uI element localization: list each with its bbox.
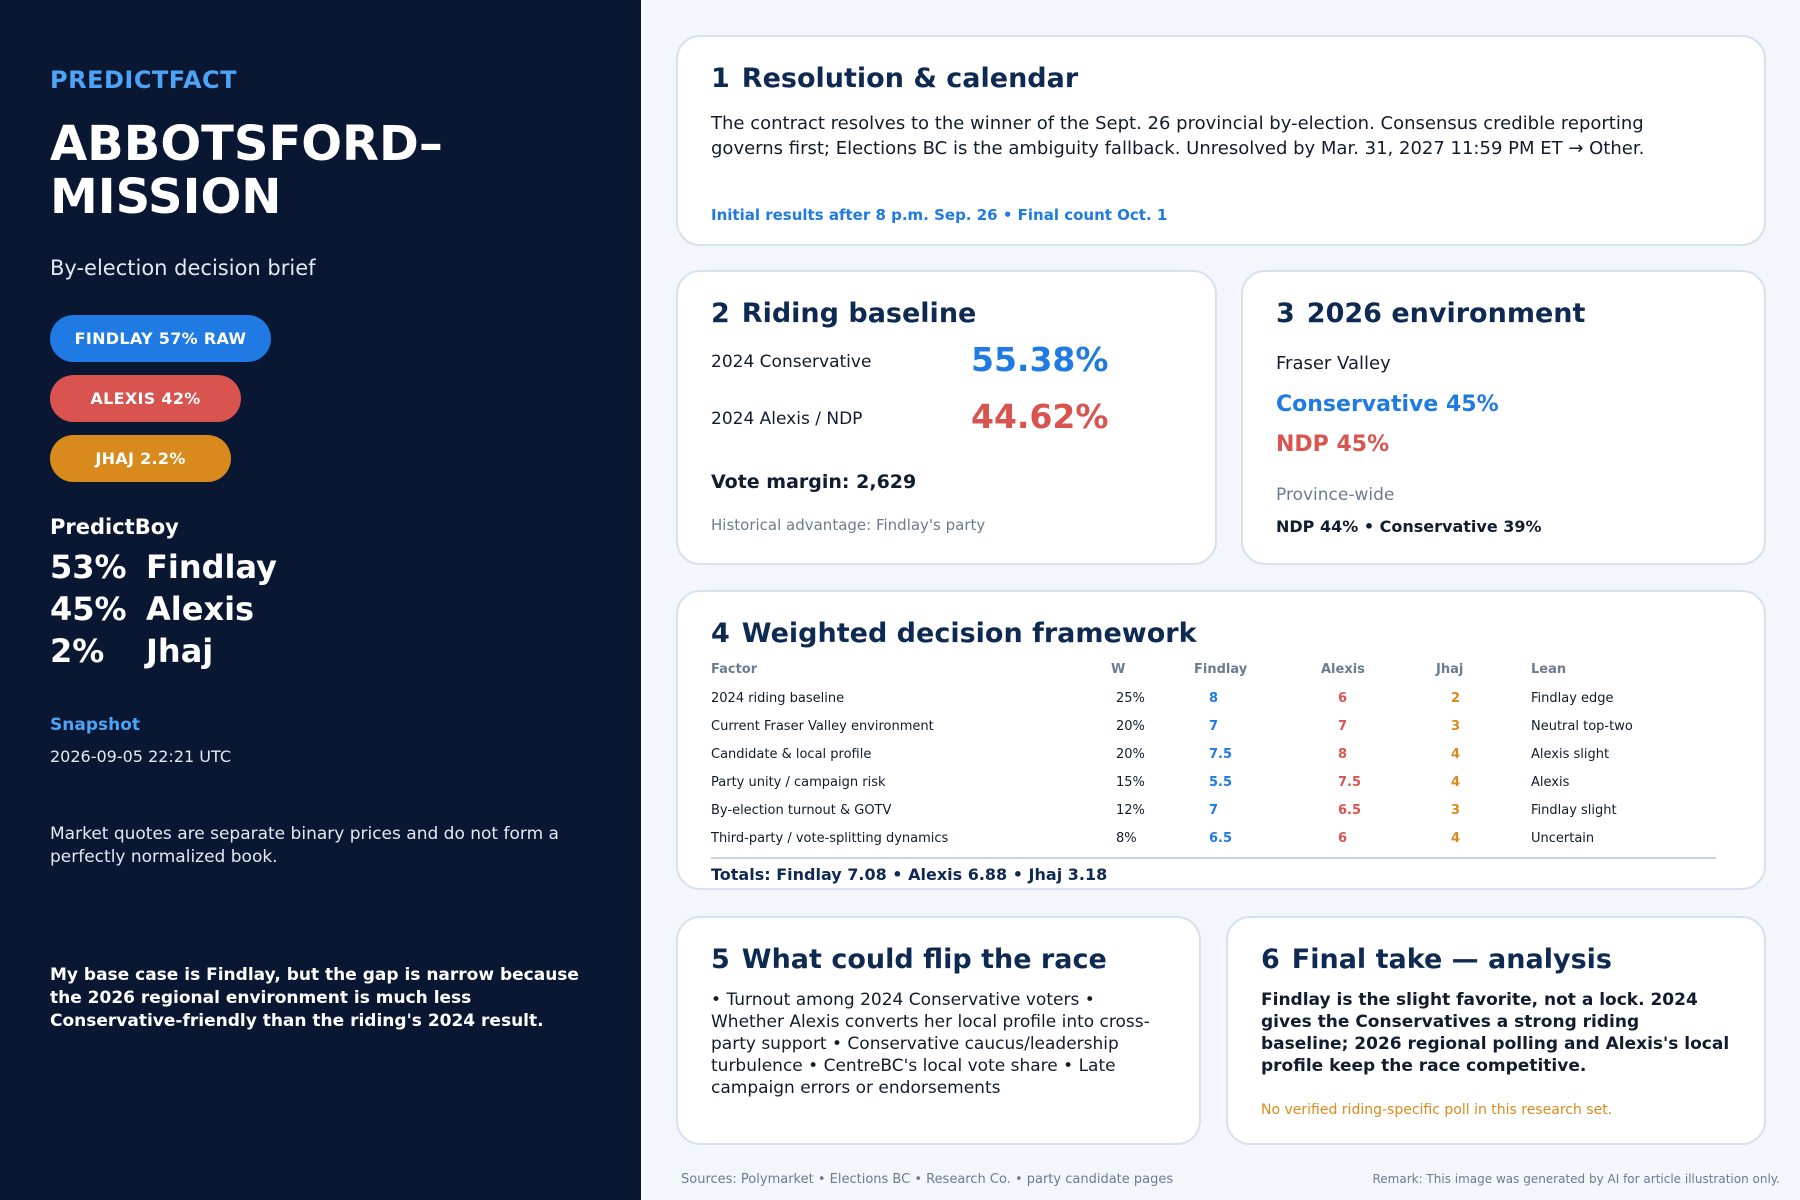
flip-factors-card [676,916,1201,1145]
framework-totals: Totals: Findlay 7.08 • Alexis 6.88 • Jhaj 3.18 [711,865,1108,884]
riding-baseline-card [676,270,1217,565]
alexis-score: 6 [1338,691,1348,706]
card-heading: Riding baseline [741,298,977,329]
weight-cell: 20% [1116,747,1145,762]
predictboy-pct: 2% [50,632,105,670]
factor-cell: Third-party / vote-splitting dynamics [711,831,949,846]
market-note: Market quotes are separate binary prices and do not form a perfectly normalized book. [50,824,559,867]
weight-cell: 15% [1116,775,1145,790]
alexis-score: 7.5 [1338,775,1362,790]
header-factor: Factor [711,662,758,677]
sources-footer: Sources: Polymarket • Elections BC • Research Co. • party candidate pages [681,1172,1174,1187]
table-divider [711,857,1716,859]
predictboy-pct: 45% [50,590,127,628]
alexis-score: 6 [1338,831,1348,846]
card-heading: What could flip the race [741,944,1107,975]
predictboy-pct: 53% [50,548,127,586]
resolution-text: The contract resolves to the winner of the Sept. 26 provincial by-election. Consensus credible reporting governs first; Elections BC is the ambiguity fallback. Unresolved by Mar. 31, 2027 11:59 PM ET → Other. [711,113,1645,159]
ndp-2024-label: 2024 Alexis / NDP [711,409,863,429]
predictboy-candidate: Alexis [146,590,255,628]
jhaj-score: 4 [1451,747,1461,762]
ndp-regional-share: NDP 45% [1276,432,1390,457]
vote-margin: Vote margin: 2,629 [711,471,917,493]
findlay-score: 8 [1209,691,1219,706]
conservative-2024-value: 55.38% [971,340,1109,379]
weight-cell: 20% [1116,719,1145,734]
ai-remark-footer: Remark: This image was generated by AI for article illustration only. [1372,1172,1780,1186]
card-title [711,298,976,329]
final-take-text: Findlay is the slight favorite, not a lock. 2024 gives the Conservatives a strong riding baseline; 2026 regional polling and Alexis's local profile keep the race competitive. [1261,990,1730,1076]
province-wide-label: Province-wide [1276,485,1395,505]
card-number: 6 [1261,944,1280,975]
card-number: 3 [1276,298,1295,329]
factor-cell: Party unity / campaign risk [711,775,886,790]
jhaj-score: 4 [1451,831,1461,846]
sidebar [0,0,641,1200]
predictboy-row-findlay [50,548,277,590]
decision-framework-card [676,590,1766,890]
brand-name: PREDICTFACT [50,66,237,94]
card-title [711,63,1078,94]
conservative-2024-label: 2024 Conservative [711,352,872,372]
final-take-card [1226,916,1766,1145]
weight-cell: 8% [1116,831,1137,846]
lean-cell: Neutral top-two [1531,719,1633,734]
factor-cell: Current Fraser Valley environment [711,719,934,734]
jhaj-market-pill: JHAJ 2.2% [50,435,231,482]
findlay-score: 7 [1209,803,1219,818]
alexis-score: 8 [1338,747,1348,762]
header-lean: Lean [1531,662,1567,677]
environment-2026-card [1241,270,1766,565]
weight-cell: 25% [1116,691,1145,706]
header-alexis: Alexis [1321,662,1365,677]
alexis-score: 7 [1338,719,1348,734]
card-number: 5 [711,944,730,975]
lean-cell: Findlay slight [1531,803,1617,818]
predictboy-label: PredictBoy [50,515,179,539]
findlay-score: 7.5 [1209,747,1233,762]
conservative-regional-share: Conservative 45% [1276,392,1499,417]
poll-caveat-note: No verified riding-specific poll in this research set. [1261,1102,1613,1118]
lean-cell: Alexis slight [1531,747,1610,762]
lean-cell: Findlay edge [1531,691,1614,706]
card-heading: 2026 environment [1306,298,1586,329]
calendar-note: Initial results after 8 p.m. Sep. 26 • Final count Oct. 1 [711,206,1168,224]
jhaj-score: 3 [1451,803,1461,818]
ndp-2024-value: 44.62% [971,397,1109,436]
factor-cell: Candidate & local profile [711,747,872,762]
card-number: 1 [711,63,730,94]
findlay-score: 7 [1209,719,1219,734]
predictboy-candidate: Findlay [146,548,277,586]
jhaj-score: 3 [1451,719,1461,734]
flip-factors-text: • Turnout among 2024 Conservative voters • Whether Alexis converts her local profile into cross-party support • Conservative caucus/leadership turbulence • CentreBC's local vote share • Late campaign errors or endorsements [711,990,1150,1098]
factor-cell: 2024 riding baseline [711,691,845,706]
findlay-score: 6.5 [1209,831,1233,846]
jhaj-score: 4 [1451,775,1461,790]
resolution-calendar-card [676,35,1766,246]
snapshot-label: Snapshot [50,715,141,735]
card-title [1261,944,1612,975]
lean-cell: Alexis [1531,775,1570,790]
weight-cell: 12% [1116,803,1145,818]
card-number: 2 [711,298,730,329]
header-findlay: Findlay [1194,662,1248,677]
card-heading: Weighted decision framework [741,618,1197,649]
card-heading: Final take — analysis [1291,944,1612,975]
card-number: 4 [711,618,730,649]
historical-advantage: Historical advantage: Findlay's party [711,516,986,534]
alexis-market-pill: ALEXIS 42% [50,375,241,422]
findlay-market-pill: FINDLAY 57% RAW [50,315,271,362]
jhaj-score: 2 [1451,691,1461,706]
brief-subtitle: By-election decision brief [50,256,316,280]
factor-cell: By-election turnout & GOTV [711,803,892,818]
predictboy-candidate: Jhaj [146,632,214,670]
region-label: Fraser Valley [1276,353,1391,374]
header-weight: W [1111,662,1126,677]
predictboy-row-jhaj [50,632,277,674]
predictboy-row-alexis [50,590,277,632]
card-title [711,618,1197,649]
snapshot-timestamp: 2026-09-05 22:21 UTC [50,747,231,766]
card-title [1276,298,1585,329]
alexis-score: 6.5 [1338,803,1362,818]
race-title: ABBOTSFORD–MISSION [50,116,443,225]
predictboy-forecast-list [50,548,277,674]
province-wide-values: NDP 44% • Conservative 39% [1276,517,1542,536]
header-jhaj: Jhaj [1436,662,1464,677]
card-heading: Resolution & calendar [741,63,1079,94]
base-case-summary: My base case is Findlay, but the gap is narrow because the 2026 regional environment is much less Conservative-friendly than the riding's 2024 result. [50,965,579,1031]
lean-cell: Uncertain [1531,831,1595,846]
card-title [711,944,1107,975]
findlay-score: 5.5 [1209,775,1233,790]
